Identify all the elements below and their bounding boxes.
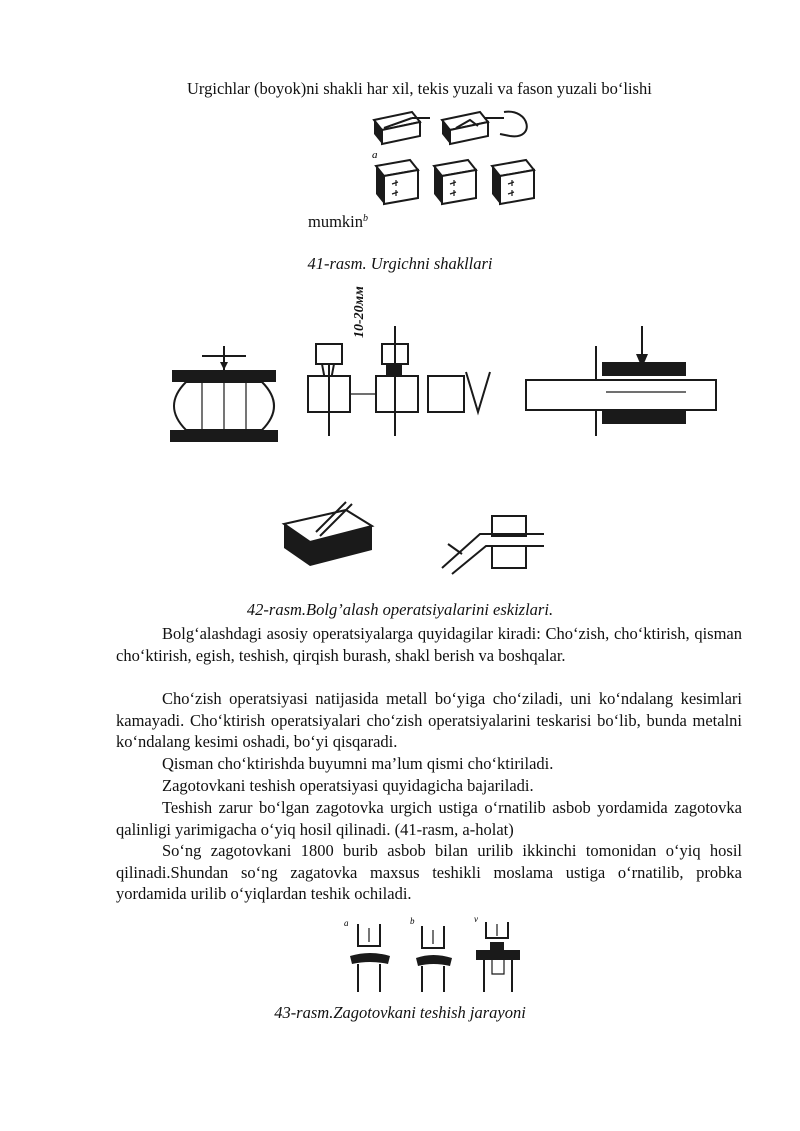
bending-sketch bbox=[442, 516, 544, 574]
figure-42-sketches-top bbox=[166, 286, 726, 446]
partial-upsetting-sketch bbox=[526, 326, 716, 436]
figure-42-sketches-bottom bbox=[276, 494, 596, 584]
paragraph-main-operations: Bolg‘alashdagi asosiy operatsiyalarga quyidagilar kiradi: Cho‘zish, cho‘ktirish, qisman cho‘ktirish, egish, teshish, qirqish burash, shakl berish va boshqalar. bbox=[116, 624, 742, 665]
piercing-stage-v bbox=[476, 922, 520, 992]
die-handle bbox=[500, 112, 527, 137]
fig41-caption: 41-rasm. Urgichni shakllari bbox=[307, 254, 493, 273]
drawing-out-sketch bbox=[308, 326, 490, 436]
fig42-dimension-label: 10-20мм bbox=[352, 286, 367, 338]
paragraph-piercing-intro: Zagotovkani teshish operatsiyasi quyidagicha bajariladi. bbox=[162, 776, 534, 795]
fig43-label-v: v bbox=[474, 914, 478, 924]
piercing-stage-a bbox=[350, 924, 390, 992]
upsetting-sketch bbox=[170, 346, 278, 442]
intro-line: Urgichlar (boyok)ni shakli har xil, tekis yuzali va fason yuzali bo‘lishi bbox=[187, 79, 652, 98]
die-shape-vee bbox=[442, 112, 504, 144]
paragraph-partial-upsetting: Qisman cho‘ktirishda buyumni ma’lum qismi cho‘ktiriladi. bbox=[162, 754, 554, 773]
paragraph-drawing-out: Cho‘zish operatsiyasi natijasida metall bo‘yiga cho‘ziladi, uni ko‘ndalang kesimlari kamayadi. Cho‘ktirish operatsiyalari cho‘zish operatsiyalarini teskarisi bo‘lib, bunda metalni ko‘ndalang kesimi oshadi, bo‘yi qisqaradi. bbox=[116, 689, 742, 752]
fig42-caption: 42-rasm.Bolg’alash operatsiyalarini eskizlari. bbox=[246, 600, 554, 619]
fig43-label-a: a bbox=[344, 918, 349, 928]
fig43-label-b: b bbox=[410, 916, 415, 926]
figure-41-die-shapes bbox=[360, 100, 560, 220]
die-shape-round-2 bbox=[434, 160, 476, 204]
die-shape-flat bbox=[374, 112, 430, 144]
paragraph-piercing-step2: So‘ng zagotovkani 1800 burib asbob bilan urilib ikkinchi tomonidan o‘yiq hosil qilinadi.Shundan so‘ng zagatovka maxsus teshikli moslama ustiga o‘rnatilib, probka yordamida urilib o‘yiqlardan teshik ochiladi. bbox=[116, 841, 742, 904]
figure-43-piercing bbox=[340, 914, 540, 994]
piercing-stage-b bbox=[416, 926, 452, 992]
fig41-label-a: a bbox=[372, 149, 378, 161]
intro-end: mumkin bbox=[308, 212, 364, 231]
fig41-label-b: b bbox=[363, 213, 368, 224]
die-shape-round-3 bbox=[492, 160, 534, 204]
fig43-caption: 43-rasm.Zagotovkani teshish jarayoni bbox=[274, 1003, 526, 1022]
die-shape-round-1 bbox=[376, 160, 418, 204]
cutting-sketch bbox=[284, 502, 372, 566]
paragraph-piercing-step1: Teshish zarur bo‘lgan zagotovka urgich ustiga o‘rnatilib asbob yordamida zagotovka qalinligi yarimigacha o‘yiq hosil qilinadi. (41-rasm, a-holat) bbox=[116, 798, 742, 839]
